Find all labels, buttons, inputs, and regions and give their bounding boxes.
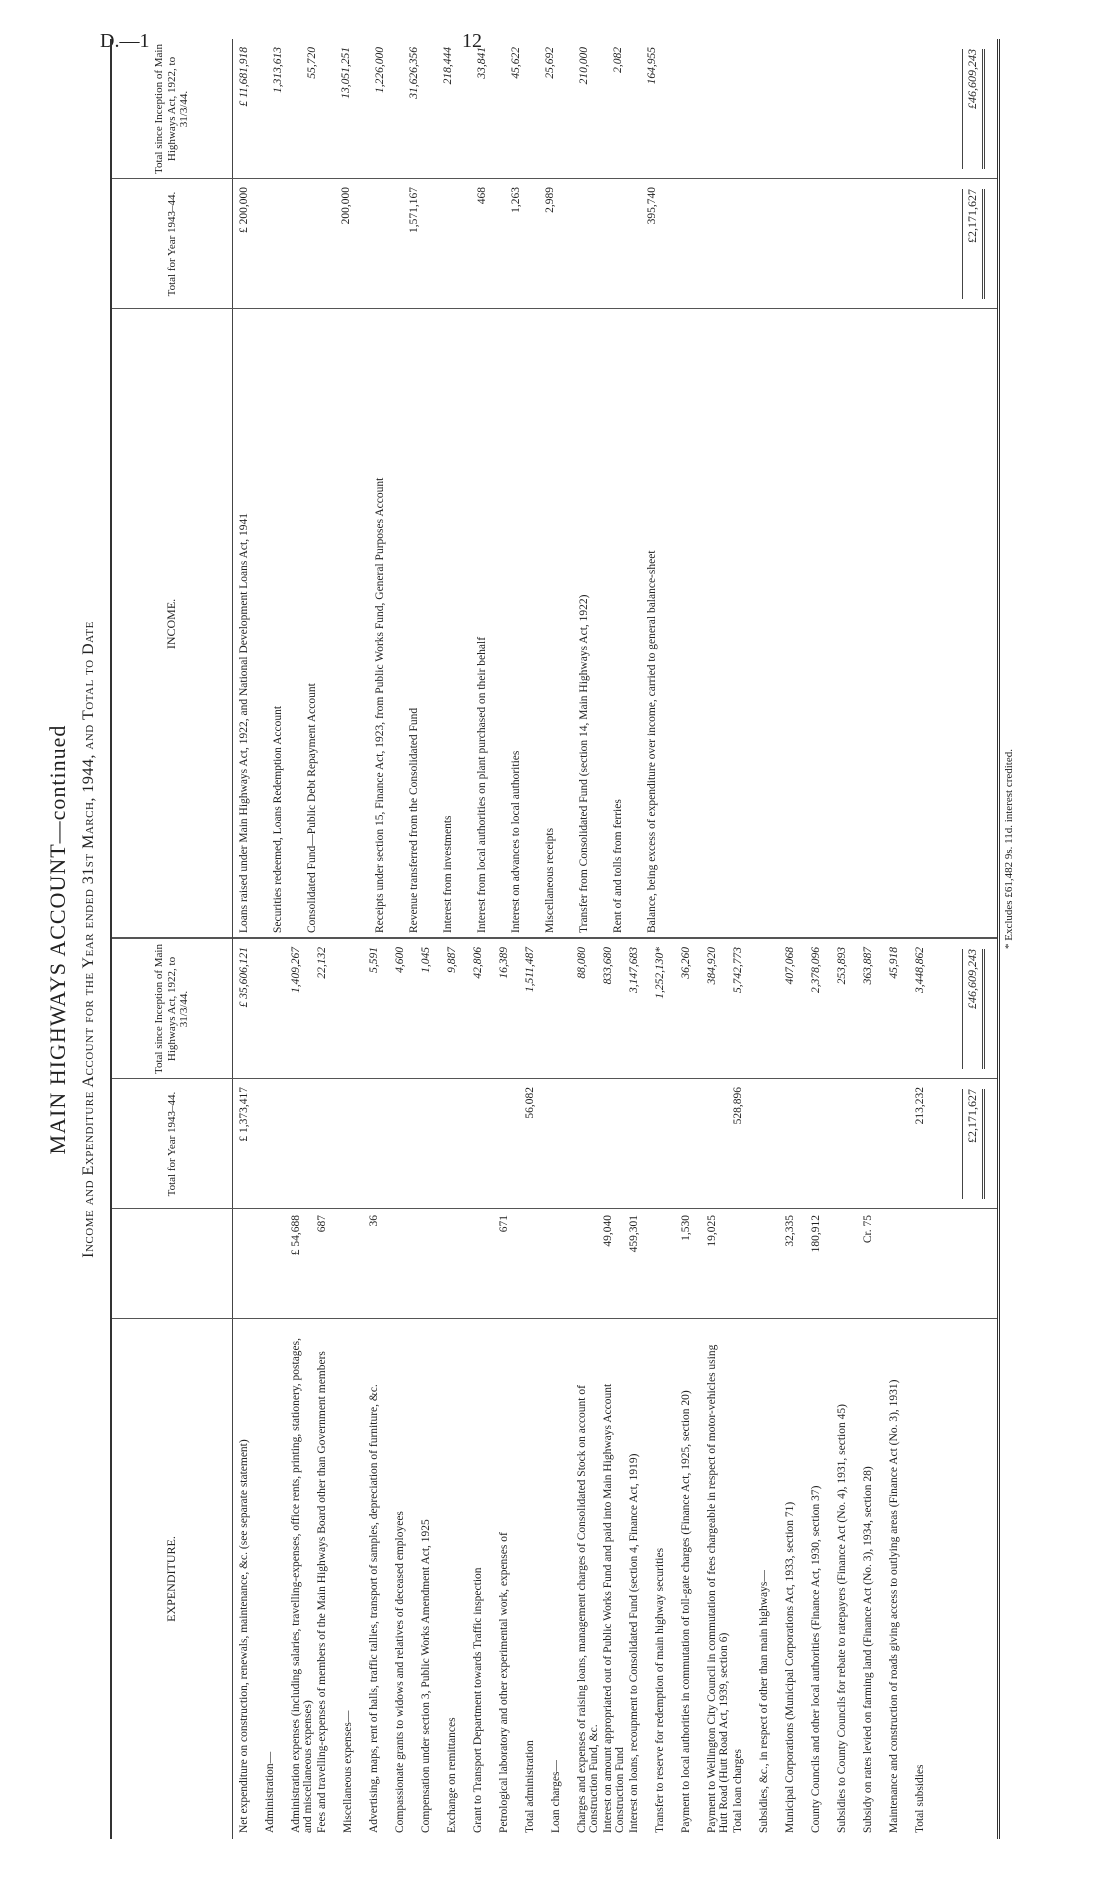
- row-total-amount: 1,226,000: [374, 47, 386, 93]
- table-row: [442, 39, 476, 939]
- row-description: Net expenditure on construction, renewals, maintenance, &c. (see separate statement): [238, 1439, 250, 1833]
- row-year-amount: 213,232: [914, 1087, 926, 1125]
- row-description: Interest on advances to local authorities: [510, 750, 522, 933]
- page-reference: D.—1: [100, 30, 150, 52]
- row-description: Miscellaneous expenses—: [342, 1710, 354, 1833]
- expenditure-grand-total: £46,609,243: [962, 949, 985, 1069]
- row-year-amount: 200,000: [340, 187, 352, 225]
- expenditure-subamount-header: [112, 1209, 233, 1319]
- row-description: Payment to Wellington City Council in commutation of fees chargeable in respect of motor-vehicles using Hutt Road (Hutt Road Act, 1939, section 6): [706, 1344, 730, 1833]
- table-row: [238, 39, 272, 939]
- row-total-amount: 88,080: [576, 947, 588, 979]
- row-subamount: Cr. 75: [862, 1215, 874, 1244]
- row-total-amount: 9,887: [446, 947, 458, 973]
- table-row: [374, 39, 408, 939]
- table-row: [576, 939, 602, 1839]
- row-total-amount: 42,806: [472, 947, 484, 979]
- expenditure-section: [112, 939, 997, 1839]
- row-description: Maintenance and construction of roads giving access to outlying areas (Finance Act (No. 3), 1931): [888, 1379, 900, 1833]
- table-row: [544, 39, 578, 939]
- footnote: * Excludes £61,482 9s. 11d. interest credited.: [1003, 749, 1015, 949]
- income-total-header: Total since Inception of Main Highways Act, 1922, to 31/3/44.: [112, 39, 233, 179]
- table-row: [264, 939, 290, 1839]
- row-total-amount: 3,147,683: [628, 947, 640, 993]
- expenditure-heading: EXPENDITURE.: [112, 1319, 233, 1839]
- row-total-amount: 5,742,773: [732, 947, 744, 993]
- income-section: [112, 39, 997, 939]
- row-description: Loans raised under Main Highways Act, 1922, and National Development Loans Act, 1941: [238, 513, 250, 933]
- row-total-amount: 407,068: [784, 947, 796, 985]
- table-row: [646, 39, 680, 939]
- row-total-amount: 16,389: [498, 947, 510, 979]
- row-total-amount: 1,313,613: [272, 47, 284, 93]
- row-year-amount: 56,082: [524, 1087, 536, 1119]
- row-total-amount: £ 11,681,918: [238, 47, 250, 107]
- row-total-amount: 5,591: [368, 947, 380, 973]
- page-number: 12: [462, 30, 482, 52]
- row-description: Exchange on remittances: [446, 1717, 458, 1833]
- row-total-amount: 4,600: [394, 947, 406, 973]
- row-description: Compassionate grants to widows and relatives of deceased employees: [394, 1511, 406, 1833]
- row-description: Total subsidies: [914, 1764, 926, 1833]
- table-row: [784, 939, 810, 1839]
- row-total-amount: 1,511,487: [524, 947, 536, 993]
- row-total-amount: £ 35,606,121: [238, 947, 250, 1008]
- row-description: Petrological laboratory and other experimental work, expenses of: [498, 1532, 510, 1833]
- row-total-amount: 13,051,251: [340, 47, 352, 99]
- row-subamount: 180,912: [810, 1215, 822, 1253]
- row-description: Interest from investments: [442, 815, 454, 933]
- row-year-amount: 528,896: [732, 1087, 744, 1125]
- page-title: MAIN HIGHWAYS ACCOUNT—continued: [45, 724, 70, 1155]
- table-row: [238, 939, 264, 1839]
- row-description: Transfer from Consolidated Fund (section 14, Main Highways Act, 1922): [578, 594, 590, 933]
- expenditure-year-header: Total for Year 1943–44.: [112, 1079, 233, 1209]
- table-row: [888, 939, 914, 1839]
- row-year-amount: 2,989: [544, 187, 556, 213]
- row-description: Total loan charges: [732, 1749, 744, 1833]
- row-description: Subsidies, &c., in respect of other than main highways—: [758, 1570, 770, 1833]
- row-description: Charges and expenses of raising loans, management charges of Consolidated Stock on account of Construction Fund, &c.: [576, 1385, 600, 1833]
- table-row: [810, 939, 836, 1839]
- account-table: [110, 39, 1000, 1839]
- row-total-amount: 36,260: [680, 947, 692, 979]
- row-subamount: 1,530: [680, 1215, 692, 1241]
- table-row: [602, 939, 628, 1839]
- row-total-amount: 384,920: [706, 947, 718, 985]
- income-heading: INCOME.: [112, 309, 233, 939]
- row-description: Grant to Transport Department towards Traffic inspection: [472, 1567, 484, 1833]
- row-year-amount: £ 1,373,417: [238, 1087, 250, 1142]
- table-row: [340, 39, 374, 939]
- row-description: Subsidies to County Councils for rebate to ratepayers (Finance Act (No. 4), 1931, section 45): [836, 1404, 848, 1833]
- row-description: Subsidy on rates levied on farming land (Finance Act (No. 3), 1934, section 28): [862, 1466, 874, 1833]
- table-row: [342, 939, 368, 1839]
- row-description: Administration expenses (including salaries, travelling-expenses, office rents, printing, stationery, postages, and miscellaneous expenses): [290, 1337, 314, 1833]
- row-total-amount: 218,444: [442, 47, 454, 85]
- income-grand-total: £46,609,243: [962, 49, 985, 169]
- row-total-amount: 45,622: [510, 47, 522, 79]
- table-row: [862, 939, 888, 1839]
- table-row: [368, 939, 394, 1839]
- row-description: Miscellaneous receipts: [544, 827, 556, 933]
- table-row: [498, 939, 524, 1839]
- row-description: Interest on loans, recoupment to Consolidated Fund (section 4, Finance Act, 1919): [628, 1453, 640, 1833]
- row-subamount: 36: [368, 1215, 380, 1227]
- row-description: Compensation under section 3, Public Works Amendment Act, 1925: [420, 1519, 432, 1833]
- row-description: Total administration: [524, 1740, 536, 1833]
- row-subamount: 459,301: [628, 1215, 640, 1253]
- row-total-amount: 164,955: [646, 47, 658, 85]
- table-row: [476, 39, 510, 939]
- row-description: Revenue transferred from the Consolidated Fund: [408, 707, 420, 933]
- table-row: [578, 39, 612, 939]
- table-row: [628, 939, 654, 1839]
- row-year-amount: 1,571,167: [408, 187, 420, 233]
- table-row: [680, 939, 706, 1839]
- table-row: [316, 939, 342, 1839]
- row-year-amount: 1,263: [510, 187, 522, 213]
- table-row: [654, 939, 680, 1839]
- row-total-amount: 253,893: [836, 947, 848, 985]
- row-total-amount: 2,082: [612, 47, 624, 73]
- row-year-amount: £ 200,000: [238, 187, 250, 233]
- row-year-amount: 468: [476, 187, 488, 205]
- table-row: [524, 939, 550, 1839]
- row-total-amount: 210,000: [578, 47, 590, 85]
- row-subamount: 32,335: [784, 1215, 796, 1247]
- row-total-amount: 45,918: [888, 947, 900, 979]
- row-description: Loan charges—: [550, 1760, 562, 1833]
- row-total-amount: 1,252,130*: [654, 947, 666, 999]
- row-total-amount: 3,448,862: [914, 947, 926, 993]
- table-row: [706, 939, 732, 1839]
- table-row: [306, 39, 340, 939]
- row-total-amount: 1,409,267: [290, 947, 302, 993]
- row-description: Payment to local authorities in commutation of toll-gate charges (Finance Act, 1925, section 20): [680, 1390, 692, 1833]
- row-description: Transfer to reserve for redemption of main highway securities: [654, 1547, 666, 1833]
- row-subamount: £ 54,688: [290, 1215, 302, 1256]
- table-row: [732, 939, 758, 1839]
- row-year-amount: 395,740: [646, 187, 658, 225]
- table-row: [272, 39, 306, 939]
- row-description: Municipal Corporations (Municipal Corporations Act, 1933, section 71): [784, 1501, 796, 1833]
- table-row: [758, 939, 784, 1839]
- row-description: Interest on amount appropriated out of Public Works Fund and paid into Main Highways Account Construction Fund: [602, 1383, 626, 1833]
- row-subamount: 671: [498, 1215, 510, 1233]
- table-row: [472, 939, 498, 1839]
- row-subamount: 19,025: [706, 1215, 718, 1247]
- table-row: [420, 939, 446, 1839]
- row-total-amount: 22,132: [316, 947, 328, 979]
- income-grand-year: £2,171,627: [962, 189, 985, 299]
- table-row: [290, 939, 316, 1839]
- row-subamount: 49,040: [602, 1215, 614, 1247]
- row-description: County Councils and other local authorities (Finance Act, 1930, section 37): [810, 1485, 822, 1833]
- table-row: [446, 939, 472, 1839]
- row-total-amount: 833,680: [602, 947, 614, 985]
- row-total-amount: 2,378,096: [810, 947, 822, 993]
- row-total-amount: 33,841: [476, 47, 488, 79]
- expenditure-grand-year: £2,171,627: [962, 1089, 985, 1199]
- row-total-amount: 55,720: [306, 47, 318, 79]
- row-description: Interest from local authorities on plant purchased on their behalf: [476, 636, 488, 933]
- page-subtitle: Income and Expenditure Account for the Year ended 31st March, 1944, and Total to Date: [80, 621, 97, 1258]
- table-row: [394, 939, 420, 1839]
- table-row: [510, 39, 544, 939]
- row-subamount: 687: [316, 1215, 328, 1233]
- row-total-amount: 1,045: [420, 947, 432, 973]
- row-description: Consolidated Fund—Public Debt Repayment Account: [306, 683, 318, 933]
- row-description: Rent of and tolls from ferries: [612, 799, 624, 933]
- row-description: Fees and travelling-expenses of members of the Main Highways Board other than Government members: [316, 1351, 328, 1833]
- table-row: [550, 939, 576, 1839]
- row-description: Balance, being excess of expenditure over income, carried to general balance-sheet: [646, 550, 658, 933]
- expenditure-total-header: Total since Inception of Main Highways Act, 1922, to 31/3/44.: [112, 939, 233, 1079]
- row-description: Advertising, maps, rent of halls, traffic tallies, transport of samples, depreciation of furniture, &c.: [368, 1384, 380, 1833]
- row-total-amount: 363,887: [862, 947, 874, 985]
- table-row: [408, 39, 442, 939]
- row-description: Securities redeemed, Loans Redemption Account: [272, 705, 284, 933]
- row-description: Receipts under section 15, Finance Act, 1923, from Public Works Fund, General Purposes Account: [374, 477, 386, 933]
- income-year-header: Total for Year 1943–44.: [112, 179, 233, 309]
- row-total-amount: 25,692: [544, 47, 556, 79]
- table-row: [836, 939, 862, 1839]
- row-total-amount: 31,626,356: [408, 47, 420, 99]
- row-description: Administration—: [264, 1751, 276, 1833]
- table-row: [612, 39, 646, 939]
- table-row: [914, 939, 940, 1839]
